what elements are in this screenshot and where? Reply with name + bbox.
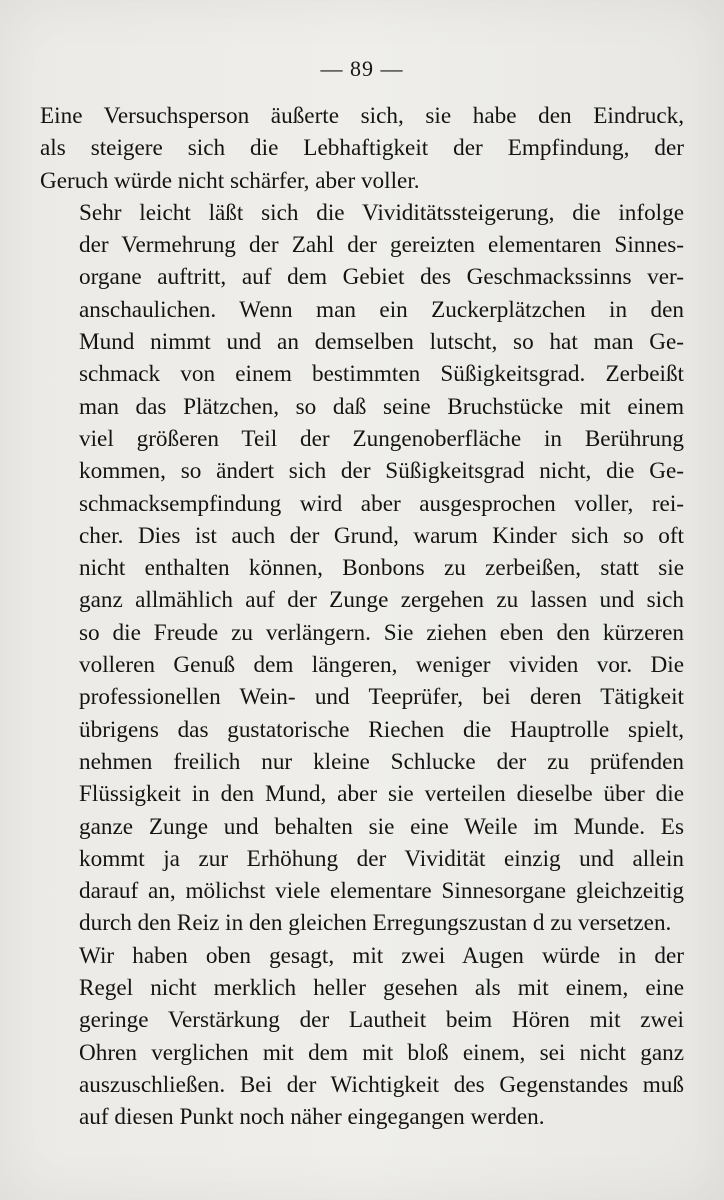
body-text <box>40 100 684 1134</box>
text-line: kommen, so ändert sich der Süßigkeitsgrad nicht, die Ge- <box>79 458 684 485</box>
text-line: man das Plätzchen, so daß seine Bruchstücke mit einem <box>79 393 684 420</box>
text-line: auf diesen Punkt noch näher eingegangen werden. <box>79 1104 545 1131</box>
text-line: nicht enthalten können, Bonbons zu zerbeißen, statt sie <box>79 555 684 582</box>
text-line: so die Freude zu verlängern. Sie ziehen eben den kürzeren <box>79 619 684 646</box>
text-line: schmack von einem bestimmten Süßigkeitsgrad. Zerbeißt <box>79 361 684 388</box>
text-line: professionellen Wein- und Teeprüfer, bei deren Tätigkeit <box>79 684 684 711</box>
text-line: nehmen freilich nur kleine Schlucke der zu prüfenden <box>79 748 684 775</box>
text-line: schmacksempfindung wird aber ausgesprochen voller, rei- <box>79 490 684 517</box>
text-line: Wir haben oben gesagt, mit zwei Augen würde in der <box>79 942 684 969</box>
text-line: Regel nicht merklich heller gesehen als mit einem, eine <box>79 975 684 1002</box>
paragraph <box>40 100 684 197</box>
text-line: Sehr leicht läßt sich die Vividitätssteigerung, die infolge <box>79 199 684 226</box>
text-line: Mund nimmt und an demselben lutscht, so hat man Ge- <box>79 329 684 356</box>
paragraph <box>40 197 684 940</box>
text-line: organe auftritt, auf dem Gebiet des Geschmackssinns ver- <box>79 264 684 291</box>
text-line: volleren Genuß dem längeren, weniger vividen vor. Die <box>79 652 684 679</box>
text-line: übrigens das gustatorische Riechen die Hauptrolle spielt, <box>79 716 684 743</box>
text-line: Geruch würde nicht schärfer, aber voller. <box>40 167 420 194</box>
text-line: anschaulichen. Wenn man ein Zuckerplätzchen in den <box>79 296 684 323</box>
text-line: Eine Versuchsperson äußerte sich, sie habe den Eindruck, <box>40 103 684 129</box>
text-line: durch den Reiz in den gleichen Erregungszustan d zu versetzen. <box>79 910 672 937</box>
text-line: auszuschließen. Bei der Wichtigkeit des Gegenstandes muß <box>79 1071 684 1098</box>
page-number: — 89 — <box>320 56 404 81</box>
text-line: ganze Zunge und behalten sie eine Weile im Munde. Es <box>79 813 684 840</box>
text-line: Ohren verglichen mit dem mit bloß einem, sei nicht ganz <box>79 1039 684 1066</box>
text-line: Flüssigkeit in den Mund, aber sie verteilen dieselbe über die <box>79 781 684 808</box>
text-line: ganz allmählich auf der Zunge zergehen zu lassen und sich <box>79 587 684 614</box>
text-line: der Vermehrung der Zahl der gereizten elementaren Sinnes- <box>79 232 684 259</box>
text-line: viel größeren Teil der Zungenoberfläche in Berührung <box>79 425 684 452</box>
text-line: kommt ja zur Erhöhung der Vividität einzig und allein <box>79 845 684 872</box>
text-line: als steigere sich die Lebhaftigkeit der Empfindung, der <box>40 135 684 162</box>
text-line: geringe Verstärkung der Lautheit beim Hören mit zwei <box>79 1007 684 1034</box>
text-line: darauf an, mölichst viele elementare Sinnesorgane gleichzeitig <box>79 878 684 905</box>
paragraph <box>40 940 684 1134</box>
text-line: cher. Dies ist auch der Grund, warum Kinder sich so oft <box>79 522 684 549</box>
